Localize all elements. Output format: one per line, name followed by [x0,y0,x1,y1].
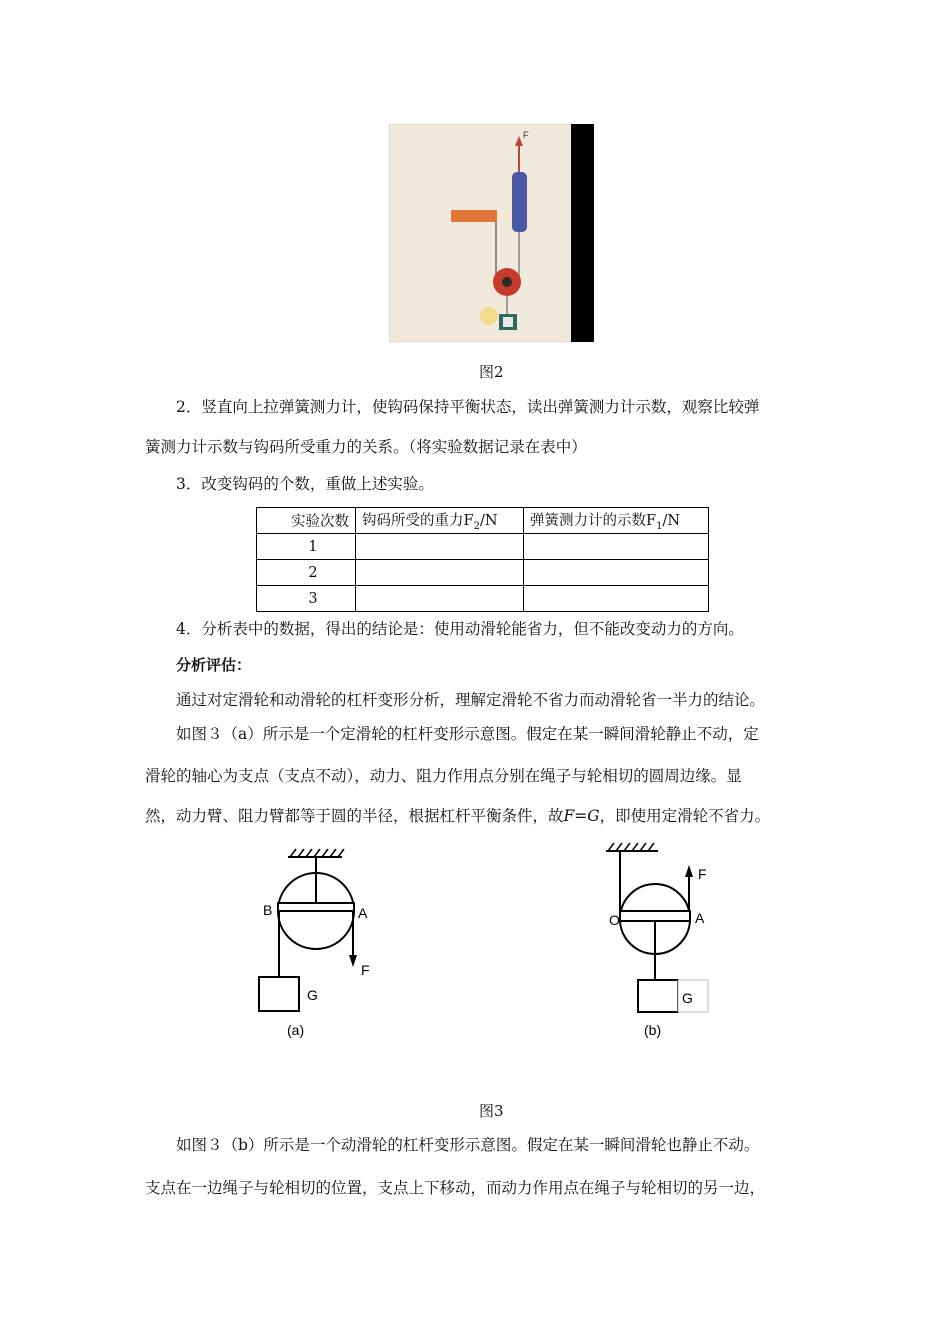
label-a: A [358,905,368,921]
paragraph-step3: 3．改变钩码的个数，重做上述实验。 [176,475,434,493]
subfigure-label: (b) [644,1022,662,1038]
table-cell [524,586,709,612]
paragraph-analysis: 通过对定滑轮和动滑轮的杠杆变形分析，理解定滑轮不省力而动滑轮省一半力的结论。 [176,691,766,709]
paragraph-step2-line2: 簧测力计示数与钩码所受重力的关系。（将实验数据记录在表中） [145,438,587,456]
weight-g [259,977,299,1011]
paragraph-movable-pulley-line2: 支点在一边绳子与轮相切的位置，支点上下移动，而动力作用点在绳子与轮相切的另一边， [145,1179,766,1197]
paragraph-fixed-pulley-line3: 然，动力臂、阻力臂都等于圆的半径，根据杠杆平衡条件，故F=G，即使用定滑轮不省力。 [145,807,771,825]
table-cell [356,560,524,586]
label-g: G [307,987,318,1003]
table-cell: 2 [257,560,356,586]
table-header-row [257,508,709,534]
section-heading: 分析评估： [176,656,252,674]
table-header: 弹簧测力计的示数$F_1/N$ [524,508,709,534]
table-cell [524,560,709,586]
figure3a-diagram [250,845,390,1045]
photo-force-label: F [523,130,529,140]
label-a: A [695,910,705,926]
table-header: 实验次数 [257,508,356,534]
figure2-photo [389,124,594,342]
table-cell [356,586,524,612]
table-row [257,586,709,612]
paragraph-fixed-pulley-line2: 滑轮的轴心为支点（支点不动），动力、阻力作用点分别在绳子与轮相切的圆周边缘。显 [145,767,742,785]
paragraph-movable-pulley-line1: 如图３（b）所示是一个动滑轮的杠杆变形示意图。假定在某一瞬间滑轮也静止不动。 [176,1136,760,1154]
figure3b-diagram [600,835,730,1045]
label-f: F [698,866,707,882]
label-b: B [263,902,273,918]
table-cell [524,534,709,560]
table-cell: 3 [257,586,356,612]
paragraph-step4: 4．分析表中的数据，得出的结论是：使用动滑轮能省力，但不能改变动力的方向。 [176,620,744,638]
paragraph-fixed-pulley-line1: 如图３（a）所示是一个定滑轮的杠杆变形示意图。假定在某一瞬间滑轮静止不动，定 [176,725,759,743]
support-bar [451,210,497,222]
label-f: F [361,962,370,978]
data-table [256,507,709,612]
subfigure-label: (a) [287,1022,305,1038]
table-row [257,560,709,586]
paragraph-step2-line1: 2．竖直向上拉弹簧测力计，使钩码保持平衡状态，读出弹簧测力计示数，观察比较弹 [176,398,760,416]
table-row [257,534,709,560]
figure3-caption: 图3 [479,1102,504,1120]
label-g: G [682,990,693,1006]
spring-scale [512,172,527,232]
table-cell: 1 [257,534,356,560]
weight-g [638,980,678,1012]
table-header: 钩码所受的重力$F_2/N$ [356,508,524,534]
table-cell [356,534,524,560]
figure2-caption: 图2 [479,363,504,381]
label-o: O [609,912,620,928]
